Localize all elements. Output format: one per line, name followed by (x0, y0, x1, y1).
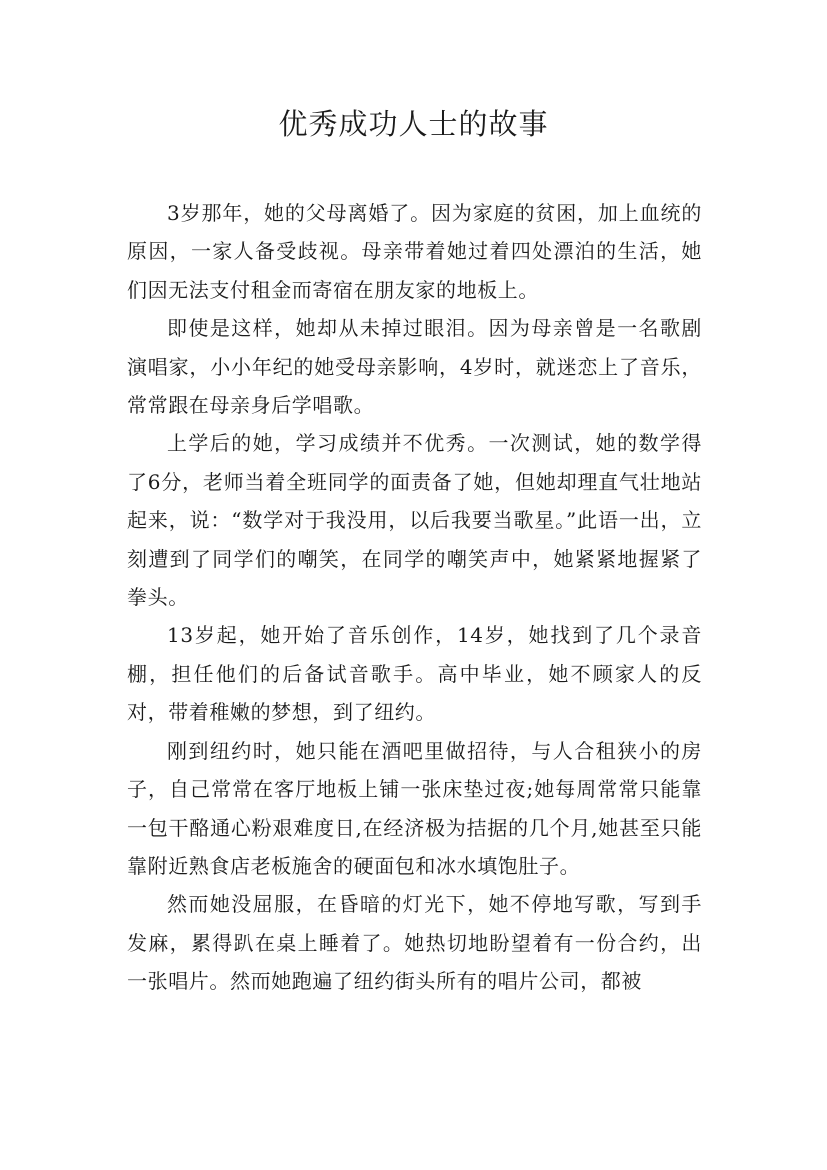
document-body (127, 194, 702, 1001)
paragraph-1: 3岁那年，她的父母离婚了。因为家庭的贫困，加上血统的原因，一家人备受歧视。母亲带着她过着四处漂泊的生活，她们因无法支付租金而寄宿在朋友家的地板上。 (127, 201, 702, 302)
paragraph-2: 即使是这样，她却从未掉过眼泪。因为母亲曾是一名歌剧演唱家，小小年纪的她受母亲影响，4岁时，就迷恋上了音乐，常常跟在母亲身后学唱歌。 (127, 316, 702, 418)
paragraph-5: 刚到纽约时，她只能在酒吧里做招待，与人合租狭小的房子，自己常常在客厅地板上铺一张床垫过夜;她每周常常只能靠一包干酪通心粉艰难度日,在经济极为拮据的几个月,她甚至只能靠附近熟食店老板施舍的硬面包和冰水填饱肚子。 (127, 738, 702, 878)
paragraph-6: 然而她没屈服，在昏暗的灯光下，她不停地写歌，写到手发麻，累得趴在桌上睡着了。她热切地盼望着有一份合约，出一张唱片。然而她跑遍了纽约街头所有的唱片公司，都被 (127, 892, 702, 994)
paragraph-3: 上学后的她，学习成绩并不优秀。一次测试，她的数学得了6分，老师当着全班同学的面责备了她，但她却理直气壮地站起来，说：“数学对于我没用，以后我要当歌星。”此语一出，立刻遭到了同学们的嘲笑，在同学的嘲笑声中，她紧紧地握紧了拳头。 (127, 431, 702, 610)
document-title: 优秀成功人士的故事 (278, 107, 549, 141)
paragraph-4: 13岁起，她开始了音乐创作，14岁，她找到了几个录音棚，担任他们的后备试音歌手。高中毕业，她不顾家人的反对，带着稚嫩的梦想，到了纽约。 (127, 623, 702, 725)
